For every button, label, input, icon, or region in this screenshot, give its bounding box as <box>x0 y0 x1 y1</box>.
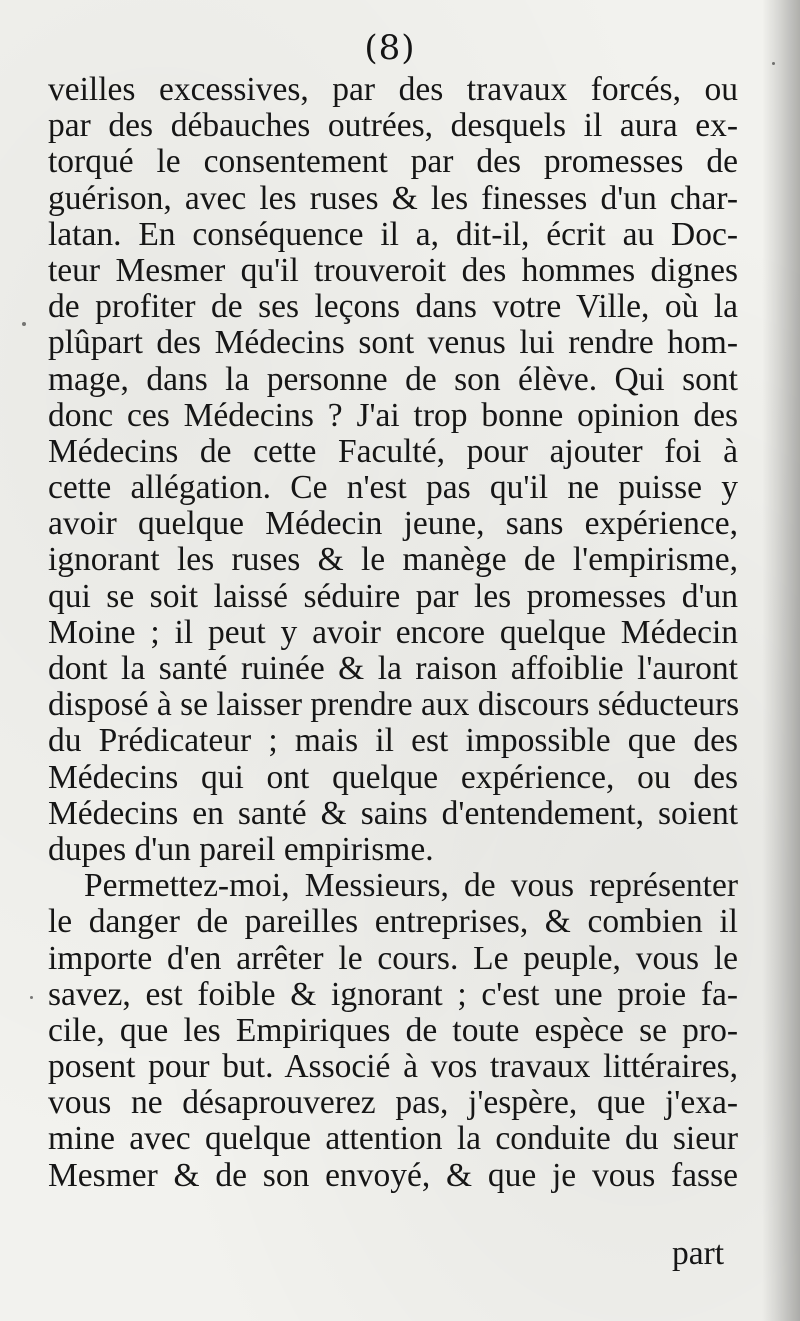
text-line: guérison, avec les ruses & les finesses d'un char- <box>48 179 738 217</box>
text-line: dont la santé ruinée & la raison affoiblie l'auront <box>48 650 738 687</box>
text-line: Permettez-moi, Messieurs, de vous représenter <box>84 867 738 905</box>
page-edge-shadow <box>762 0 800 1321</box>
ink-speck <box>30 996 33 999</box>
text-line: donc ces Médecins ? J'ai trop bonne opinion des <box>48 396 738 434</box>
text-line: cette allégation. Ce n'est pas qu'il ne puisse y <box>48 469 738 507</box>
text-line: veilles excessives, par des travaux forcés, ou <box>48 71 738 108</box>
text-line: vous ne désaprouverez pas, j'espère, que j'exa- <box>48 1084 738 1122</box>
text-line: Médecins de cette Faculté, pour ajouter foi à <box>48 432 738 470</box>
text-line: qui se soit laissé séduire par les promesses d'un <box>48 577 738 615</box>
text-line: ignorant les ruses & le manège de l'empirisme, <box>48 541 738 579</box>
text-line: teur Mesmer qu'il trouveroit des hommes dignes <box>48 251 738 289</box>
catchword: part <box>672 1235 725 1272</box>
ink-speck <box>772 62 775 65</box>
text-line: de profiter de ses leçons dans votre Ville, où la <box>48 288 738 326</box>
text-line: mine avec quelque attention la conduite du sieur <box>48 1120 738 1158</box>
text-line: le danger de pareilles entreprises, & combien il <box>48 903 738 941</box>
text-line: torqué le consentement par des promesses de <box>48 143 738 181</box>
text-line: cile, que les Empiriques de toute espèce se pro- <box>48 1011 738 1049</box>
text-line: savez, est foible & ignorant ; c'est une proie fa- <box>48 975 738 1013</box>
text-line: avoir quelque Médecin jeune, sans expérience, <box>48 505 738 543</box>
text-line: Moine ; il peut y avoir encore quelque Médecin <box>48 613 738 651</box>
body-text <box>48 72 738 1194</box>
text-line: Mesmer & de son envoyé, & que je vous fasse <box>48 1156 738 1194</box>
text-line: latan. En conséquence il a, dit-il, écrit au Doc- <box>48 215 738 253</box>
text-line: du Prédicateur ; mais il est impossible que des <box>48 722 738 760</box>
page-number: (8) <box>364 28 416 68</box>
text-line: plûpart des Médecins sont venus lui rendre hom- <box>48 324 738 362</box>
text-line: par des débauches outrées, desquels il aura ex- <box>48 107 738 145</box>
ink-speck <box>22 322 26 326</box>
text-line: importe d'en arrêter le cours. Le peuple, vous le <box>48 939 738 977</box>
text-line: mage, dans la personne de son élève. Qui sont <box>48 360 738 398</box>
text-line: Médecins en santé & sains d'entendement, soient <box>48 794 738 832</box>
text-line: posent pour but. Associé à vos travaux littéraires, <box>48 1048 738 1086</box>
text-line: Médecins qui ont quelque expérience, ou des <box>48 758 738 796</box>
text-line: dupes d'un pareil empirisme. <box>48 830 434 868</box>
text-line: disposé à se laisser prendre aux discours séducteurs <box>48 686 740 724</box>
